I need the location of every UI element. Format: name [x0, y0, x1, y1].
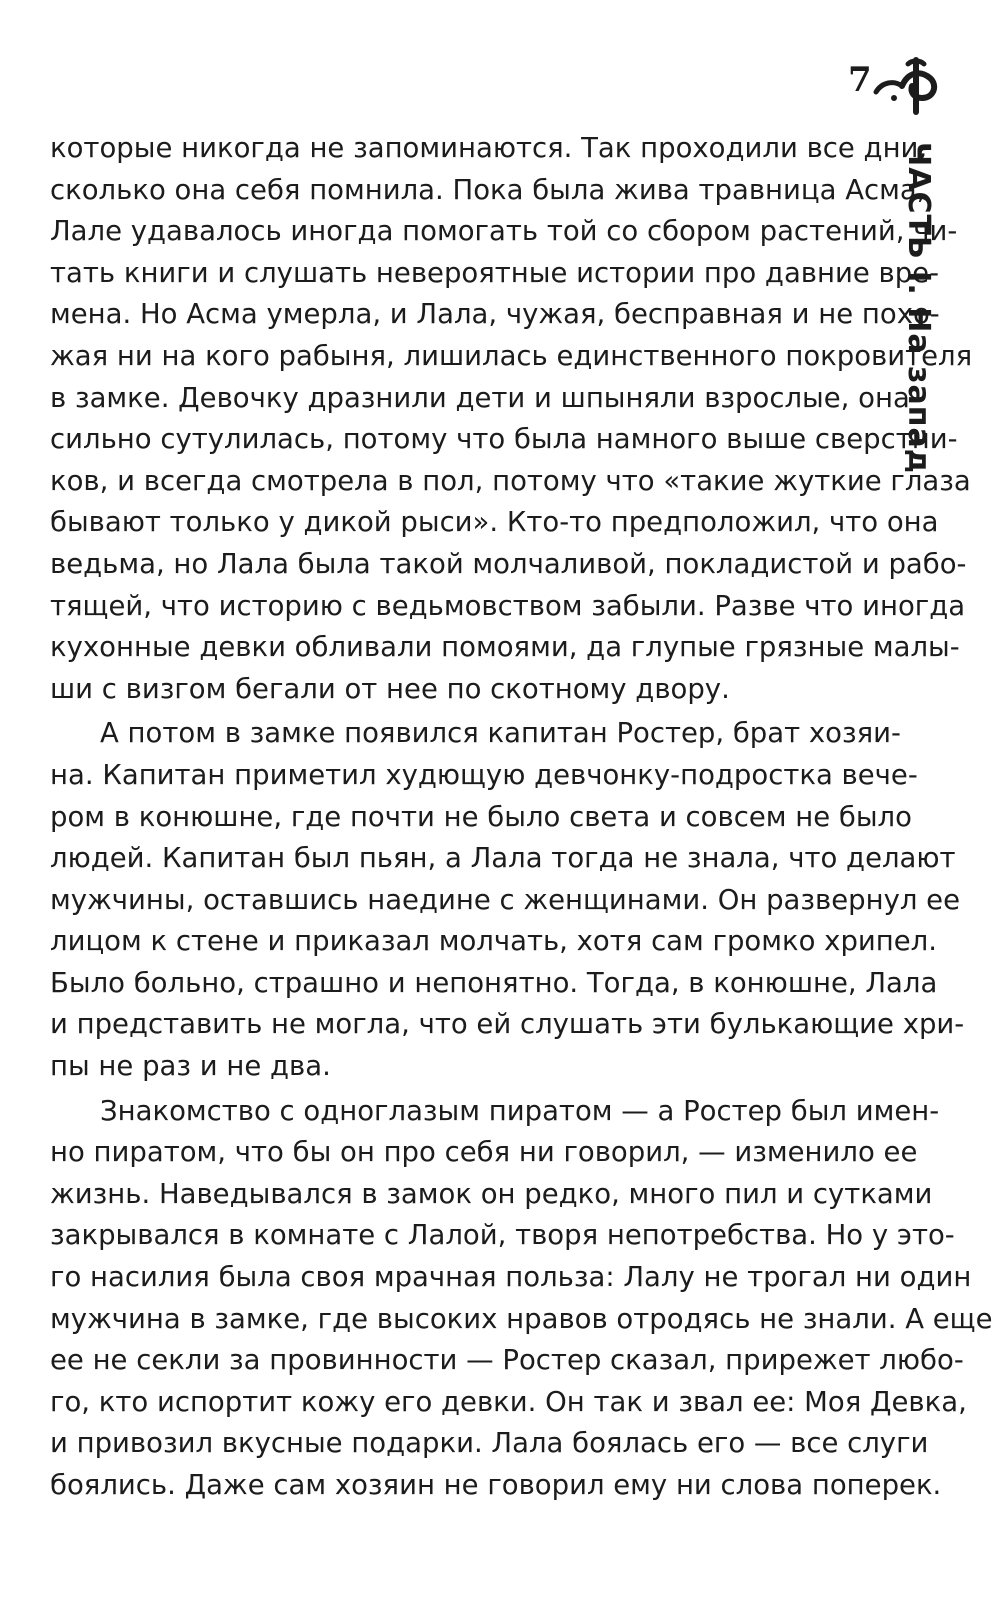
text-line: но пиратом, что бы он про себя ни говорил, — изменило ее: [50, 1136, 918, 1169]
text-line: го насилия была своя мрачная польза: Лалу не трогал ни один: [50, 1261, 972, 1294]
text-line: в замке. Девочку дразнили дети и шпыняли взрослые, она: [50, 381, 910, 414]
fleuron-ornament-icon: [872, 52, 942, 116]
text-line: сколько она себя помнила. Пока была жива травница Асма,: [50, 173, 926, 206]
text-line: ром в конюшне, где почти не было света и совсем не было: [50, 800, 912, 833]
text-line: боялись. Даже сам хозяин не говорил ему ни слова поперек.: [50, 1469, 942, 1501]
text-line: тящей, что историю с ведьмовством забыли. Разве что иногда: [50, 589, 966, 622]
text-line: ши с визгом бегали от нее по скотному двору.: [50, 672, 730, 705]
text-line: пы не раз и не два.: [50, 1050, 331, 1083]
text-line: на. Капитан приметил худющую девчонку-подростка вече-: [50, 758, 918, 791]
text-line: мена. Но Асма умерла, и Лала, чужая, бесправная и не похо-: [50, 298, 940, 331]
text-line: закрывался в комнате с Лалой, творя непотребства. Но у это-: [50, 1219, 955, 1252]
paragraph-3: [50, 1091, 993, 1507]
text-line: А потом в замке появился капитан Ростер, брат хозяи-: [100, 717, 901, 750]
text-line: Знакомство с одноглазым пиратом — а Ростер был имен-: [100, 1094, 940, 1127]
text-line: ее не секли за провинности — Ростер сказал, прирежет любо-: [50, 1344, 964, 1377]
text-line: Лале удавалось иногда помогать той со сбором растений, чи-: [50, 215, 958, 248]
running-head: ЧАСТЬ I. На запад: [901, 142, 936, 474]
text-line: и привозил вкусные подарки. Лала боялась его — все слуги: [50, 1427, 929, 1460]
text-line: мужчины, оставшись наедине с женщинами. Он развернул ее: [50, 883, 961, 916]
text-line: и представить не могла, что ей слушать эти булькающие хри-: [50, 1008, 965, 1041]
page-number: 7: [848, 60, 872, 100]
paragraph-2: [50, 713, 965, 1087]
text-line: жая ни на кого рабыня, лишилась единственного покровителя: [50, 339, 973, 372]
text-line: ведьма, но Лала была такой молчаливой, покладистой и рабо-: [50, 547, 967, 580]
text-line: кухонные девки обливали помоями, да глупые грязные малы-: [50, 631, 960, 664]
text-line: мужчина в замке, где высоких нравов отродясь не знали. А еще: [50, 1302, 993, 1335]
text-line: тать книги и слушать невероятные истории про давние вре-: [50, 256, 940, 289]
text-line: жизнь. Наведывался в замок он редко, много пил и сутками: [50, 1177, 933, 1210]
text-line: людей. Капитан был пьян, а Лала тогда не знала, что делают: [50, 842, 956, 875]
text-line: бывают только у дикой рыси». Кто-то предположил, что она: [50, 506, 939, 539]
text-line: лицом к стене и приказал молчать, хотя сам громко хрипел.: [50, 925, 937, 958]
text-line: ков, и всегда смотрела в пол, потому что «такие жуткие глаза: [50, 464, 971, 497]
text-line: сильно сутулилась, потому что была намного выше сверстни-: [50, 423, 958, 456]
text-line: го, кто испортит кожу его девки. Он так и звал ее: Моя Девка,: [50, 1385, 967, 1418]
text-line: Было больно, страшно и непонятно. Тогда, в конюшне, Лала: [50, 966, 938, 999]
text-line: которые никогда не запоминаются. Так проходили все дни,: [50, 132, 928, 164]
